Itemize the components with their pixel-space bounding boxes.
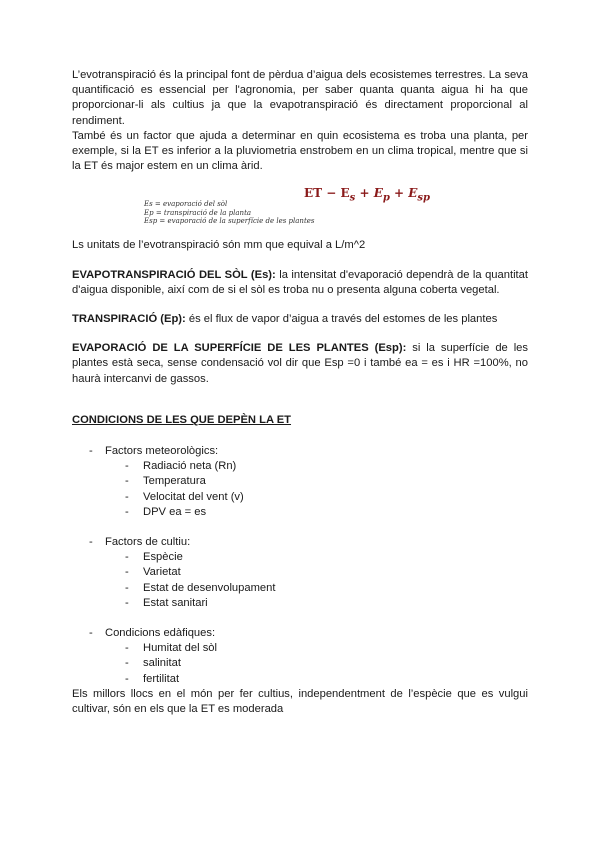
closing-paragraph: Els millors llocs en el món per fer cultius, independentment de l’espècie que es vulgui cultivar, són en els que la ET es moderada (72, 687, 528, 716)
list-item: - fertilitat (105, 672, 528, 687)
definition-term: EVAPORACIÓ DE LA SUPERFÍCIE DE LES PLANTES (Esp): (72, 342, 407, 355)
list-item: - Velocitat del vent (v) (105, 490, 528, 505)
section-heading: CONDICIONS DE LES QUE DEPÈN LA ET (72, 413, 292, 426)
list-item: - DPV ea = es (105, 505, 528, 520)
et-formula: ET − $E_s + E_p + E_{sp}$ (304, 186, 431, 204)
factor-group-soil (72, 626, 528, 687)
list-item: - Varietat (105, 565, 528, 580)
units-paragraph: Ls unitats de l’evotranspiració són mm que equival a L/m^2 (72, 239, 366, 252)
intro-paragraph-2: També és un factor que ajuda a determinar en quin ecosistema es troba una planta, per exemple, si la ET es inferior a la pluviometria enstrobem en un clima tropical, mentre que si la ET és major estem en un clima àrid. (72, 129, 528, 173)
definition-text: la intensitat d'evaporació dependrà de la quantitat d'aigua disponible, així com de si el sòl es troba nu o presenta alguna coberta vegetal. (72, 268, 528, 296)
list-item: - Estat de desenvolupament (105, 581, 528, 596)
definition-term: EVAPOTRANSPIRACIÓ DEL SÒL (Es): (72, 268, 276, 281)
legend-es: Es = evaporació del sòl (144, 200, 228, 209)
legend-ep: Ep = transpiració de la planta (144, 208, 252, 217)
factor-group-label: Factors meteorològics: (105, 445, 219, 458)
factor-group-meteorological (72, 444, 528, 520)
factor-group-crop (72, 535, 528, 611)
definition-ep (72, 312, 528, 327)
list-item: - Radiació neta (Rn) (105, 459, 528, 474)
list-item: - Estat sanitari (105, 596, 528, 611)
legend-esp: Esp = evaporació de la superfície de les plantes (144, 217, 315, 226)
formula-figure (72, 178, 528, 228)
definition-text: és el flux de vapor d’aigua a través del estomes de les plantes (185, 313, 498, 326)
definition-esp (72, 341, 528, 387)
document-body (72, 68, 528, 717)
factor-group-label: Factors de cultiu: (105, 536, 191, 549)
factors-list (72, 444, 528, 687)
list-item: - Temperatura (105, 474, 528, 489)
factor-group-label: Condicions edàfiques: (105, 627, 216, 640)
definition-es (72, 268, 528, 298)
definition-text: si la superfície de les plantes està seca, sense condensació vol dir que Esp =0 i també ea = es i HR =100%, no haurà intercanvi de gassos. (72, 342, 528, 385)
intro-paragraph-1: L’evotranspiració és la principal font de pèrdua d’aigua dels ecosistemes terrestres. La seva quantificació es essencial per l'agronomia, per saber quanta quanta aigua hi ha que proporcionar-li als cultius ja que la evapotranspiració és directament proporcional al rendiment. (72, 69, 528, 127)
definition-term: TRANSPIRACIÓ (Ep): (72, 313, 186, 326)
list-item: - salinitat (105, 656, 528, 671)
list-item: - Espècie (105, 550, 528, 565)
list-item: - Humitat del sòl (105, 641, 528, 656)
formula-legend (144, 200, 315, 225)
